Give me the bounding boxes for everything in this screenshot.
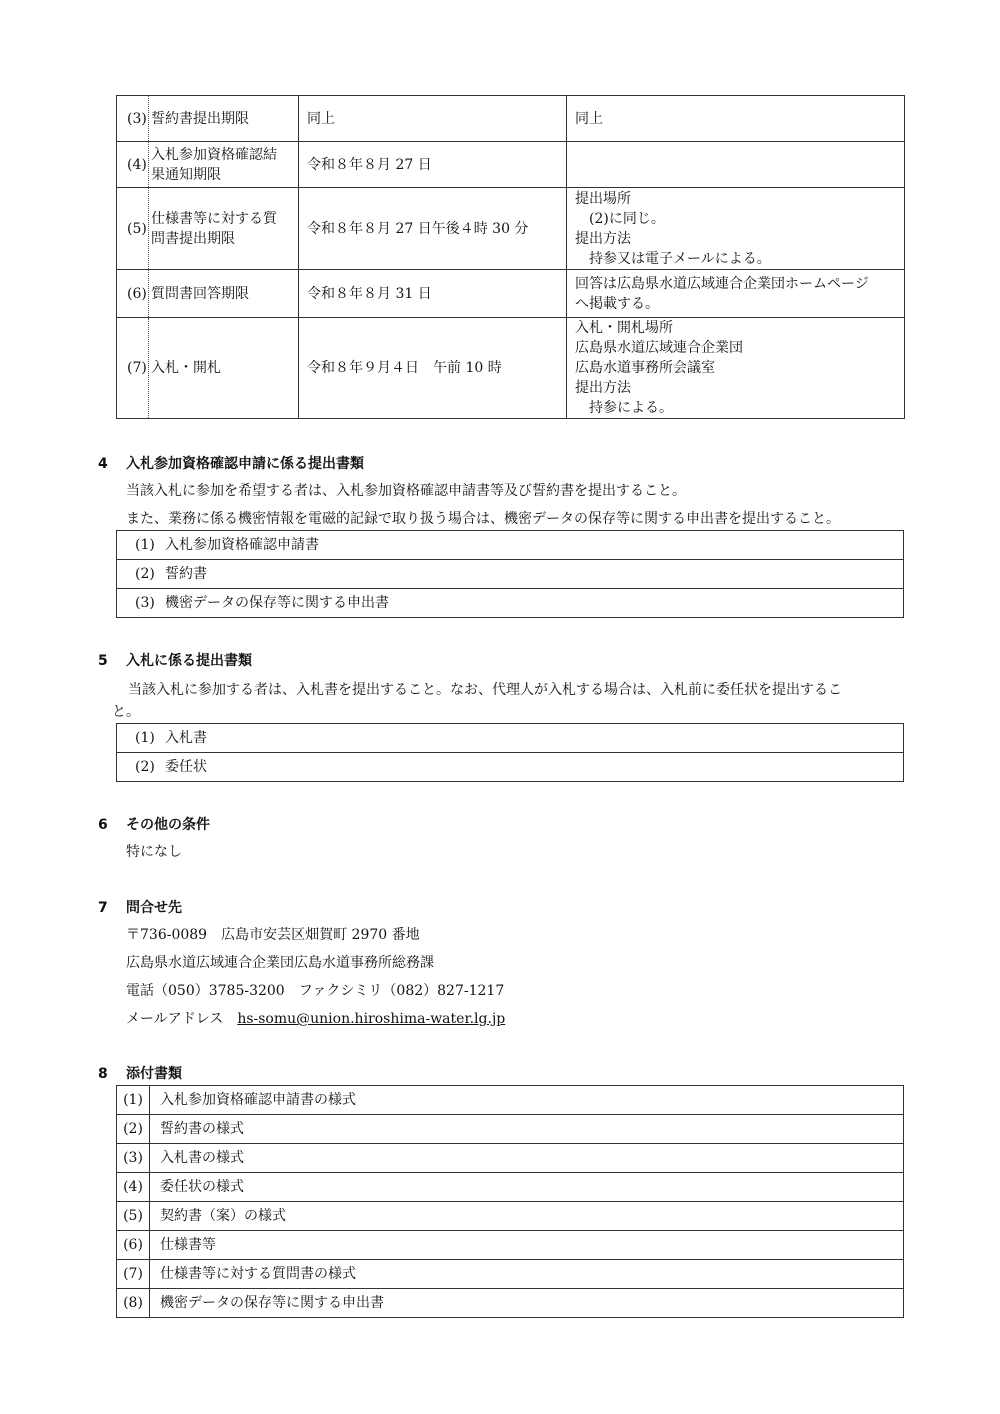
row-note: 回答は広島県水道広域連合企業団ホームページ へ掲載する。 <box>567 270 905 318</box>
row-number: (3) <box>117 96 149 142</box>
row-item: 入札・開札 <box>149 318 299 419</box>
row-item: 誓約書提出期限 <box>149 96 299 142</box>
row-item: 質問書回答期限 <box>149 270 299 318</box>
schedule-row <box>117 142 905 188</box>
schedule-row <box>117 318 905 419</box>
list-item: (4) 委任状の様式 <box>117 1173 904 1202</box>
row-note: 提出場所 (2)に同じ。 提出方法 持参又は電子メールによる。 <box>567 188 905 270</box>
section-5-documents-table <box>116 723 904 782</box>
list-item: (3) 入札書の様式 <box>117 1144 904 1173</box>
list-item: (1) 入札参加資格確認申請書 <box>117 531 904 560</box>
row-date: 令和８年８月 27 日午後４時 30 分 <box>299 188 567 270</box>
row-item: 仕様書等に対する質 問書提出期限 <box>149 188 299 270</box>
contact-address: 〒736-0089 広島市安芸区畑賀町 2970 番地 <box>126 927 420 943</box>
section-5-heading: 5 入札に係る提出書類 <box>98 653 252 669</box>
row-number: (4) <box>117 142 149 188</box>
row-number: (6) <box>117 270 149 318</box>
section-4-paragraph-2: また、業務に係る機密情報を電磁的記録で取り扱う場合は、機密データの保存等に関する申出書を提出すること。 <box>126 511 840 527</box>
section-7-heading: 7 問合せ先 <box>98 900 182 916</box>
section-6-paragraph: 特になし <box>126 844 182 860</box>
row-note: 同上 <box>567 96 905 142</box>
list-item: (6) 仕様書等 <box>117 1231 904 1260</box>
schedule-row <box>117 188 905 270</box>
section-5-paragraph-1: 当該入札に参加する者は、入札書を提出すること。なお、代理人が入札する場合は、入札前に委任状を提出するこ <box>128 682 842 698</box>
row-number: (7) <box>117 318 149 419</box>
row-number: (5) <box>117 188 149 270</box>
list-item: (7) 仕様書等に対する質問書の様式 <box>117 1260 904 1289</box>
contact-office: 広島県水道広域連合企業団広島水道事務所総務課 <box>126 955 434 971</box>
schedule-rows <box>117 96 905 419</box>
list-item: (2) 誓約書 <box>117 560 904 589</box>
list-item: (5) 契約書（案）の様式 <box>117 1202 904 1231</box>
section-4-heading: 4 入札参加資格確認申請に係る提出書類 <box>98 456 364 472</box>
row-date: 令和８年９月４日 午前 10 時 <box>299 318 567 419</box>
list-item: (1) 入札参加資格確認申請書の様式 <box>117 1086 904 1115</box>
email-label: メールアドレス <box>126 1011 224 1027</box>
row-note <box>567 142 905 188</box>
row-date: 令和８年８月 27 日 <box>299 142 567 188</box>
list-item: (8) 機密データの保存等に関する申出書 <box>117 1289 904 1318</box>
row-item: 入札参加資格確認結 果通知期限 <box>149 142 299 188</box>
list-item: (1) 入札書 <box>117 724 904 753</box>
schedule-row <box>117 96 905 142</box>
row-date: 令和８年８月 31 日 <box>299 270 567 318</box>
row-date: 同上 <box>299 96 567 142</box>
schedule-table <box>116 95 905 419</box>
attachments-table <box>116 1085 904 1318</box>
section-4-paragraph-1: 当該入札に参加を希望する者は、入札参加資格確認申請書等及び誓約書を提出すること。 <box>126 483 686 499</box>
contact-email-line <box>126 1008 505 1028</box>
contact-phone: 電話（050）3785-3200 ファクシミリ（082）827-1217 <box>126 983 505 999</box>
email-link[interactable]: hs-somu@union.hiroshima-water.lg.jp <box>237 1011 506 1027</box>
schedule-row <box>117 270 905 318</box>
section-8-heading: 8 添付書類 <box>98 1066 182 1082</box>
section-4-documents-table <box>116 530 904 618</box>
list-item: (2) 誓約書の様式 <box>117 1115 904 1144</box>
list-item: (3) 機密データの保存等に関する申出書 <box>117 589 904 618</box>
list-item: (2) 委任状 <box>117 753 904 782</box>
section-5-paragraph-1-continued: と。 <box>112 704 140 720</box>
row-note: 入札・開札場所 広島県水道広域連合企業団 広島水道事務所会議室 提出方法 持参による。 <box>567 318 905 419</box>
section-6-heading: 6 その他の条件 <box>98 817 210 833</box>
